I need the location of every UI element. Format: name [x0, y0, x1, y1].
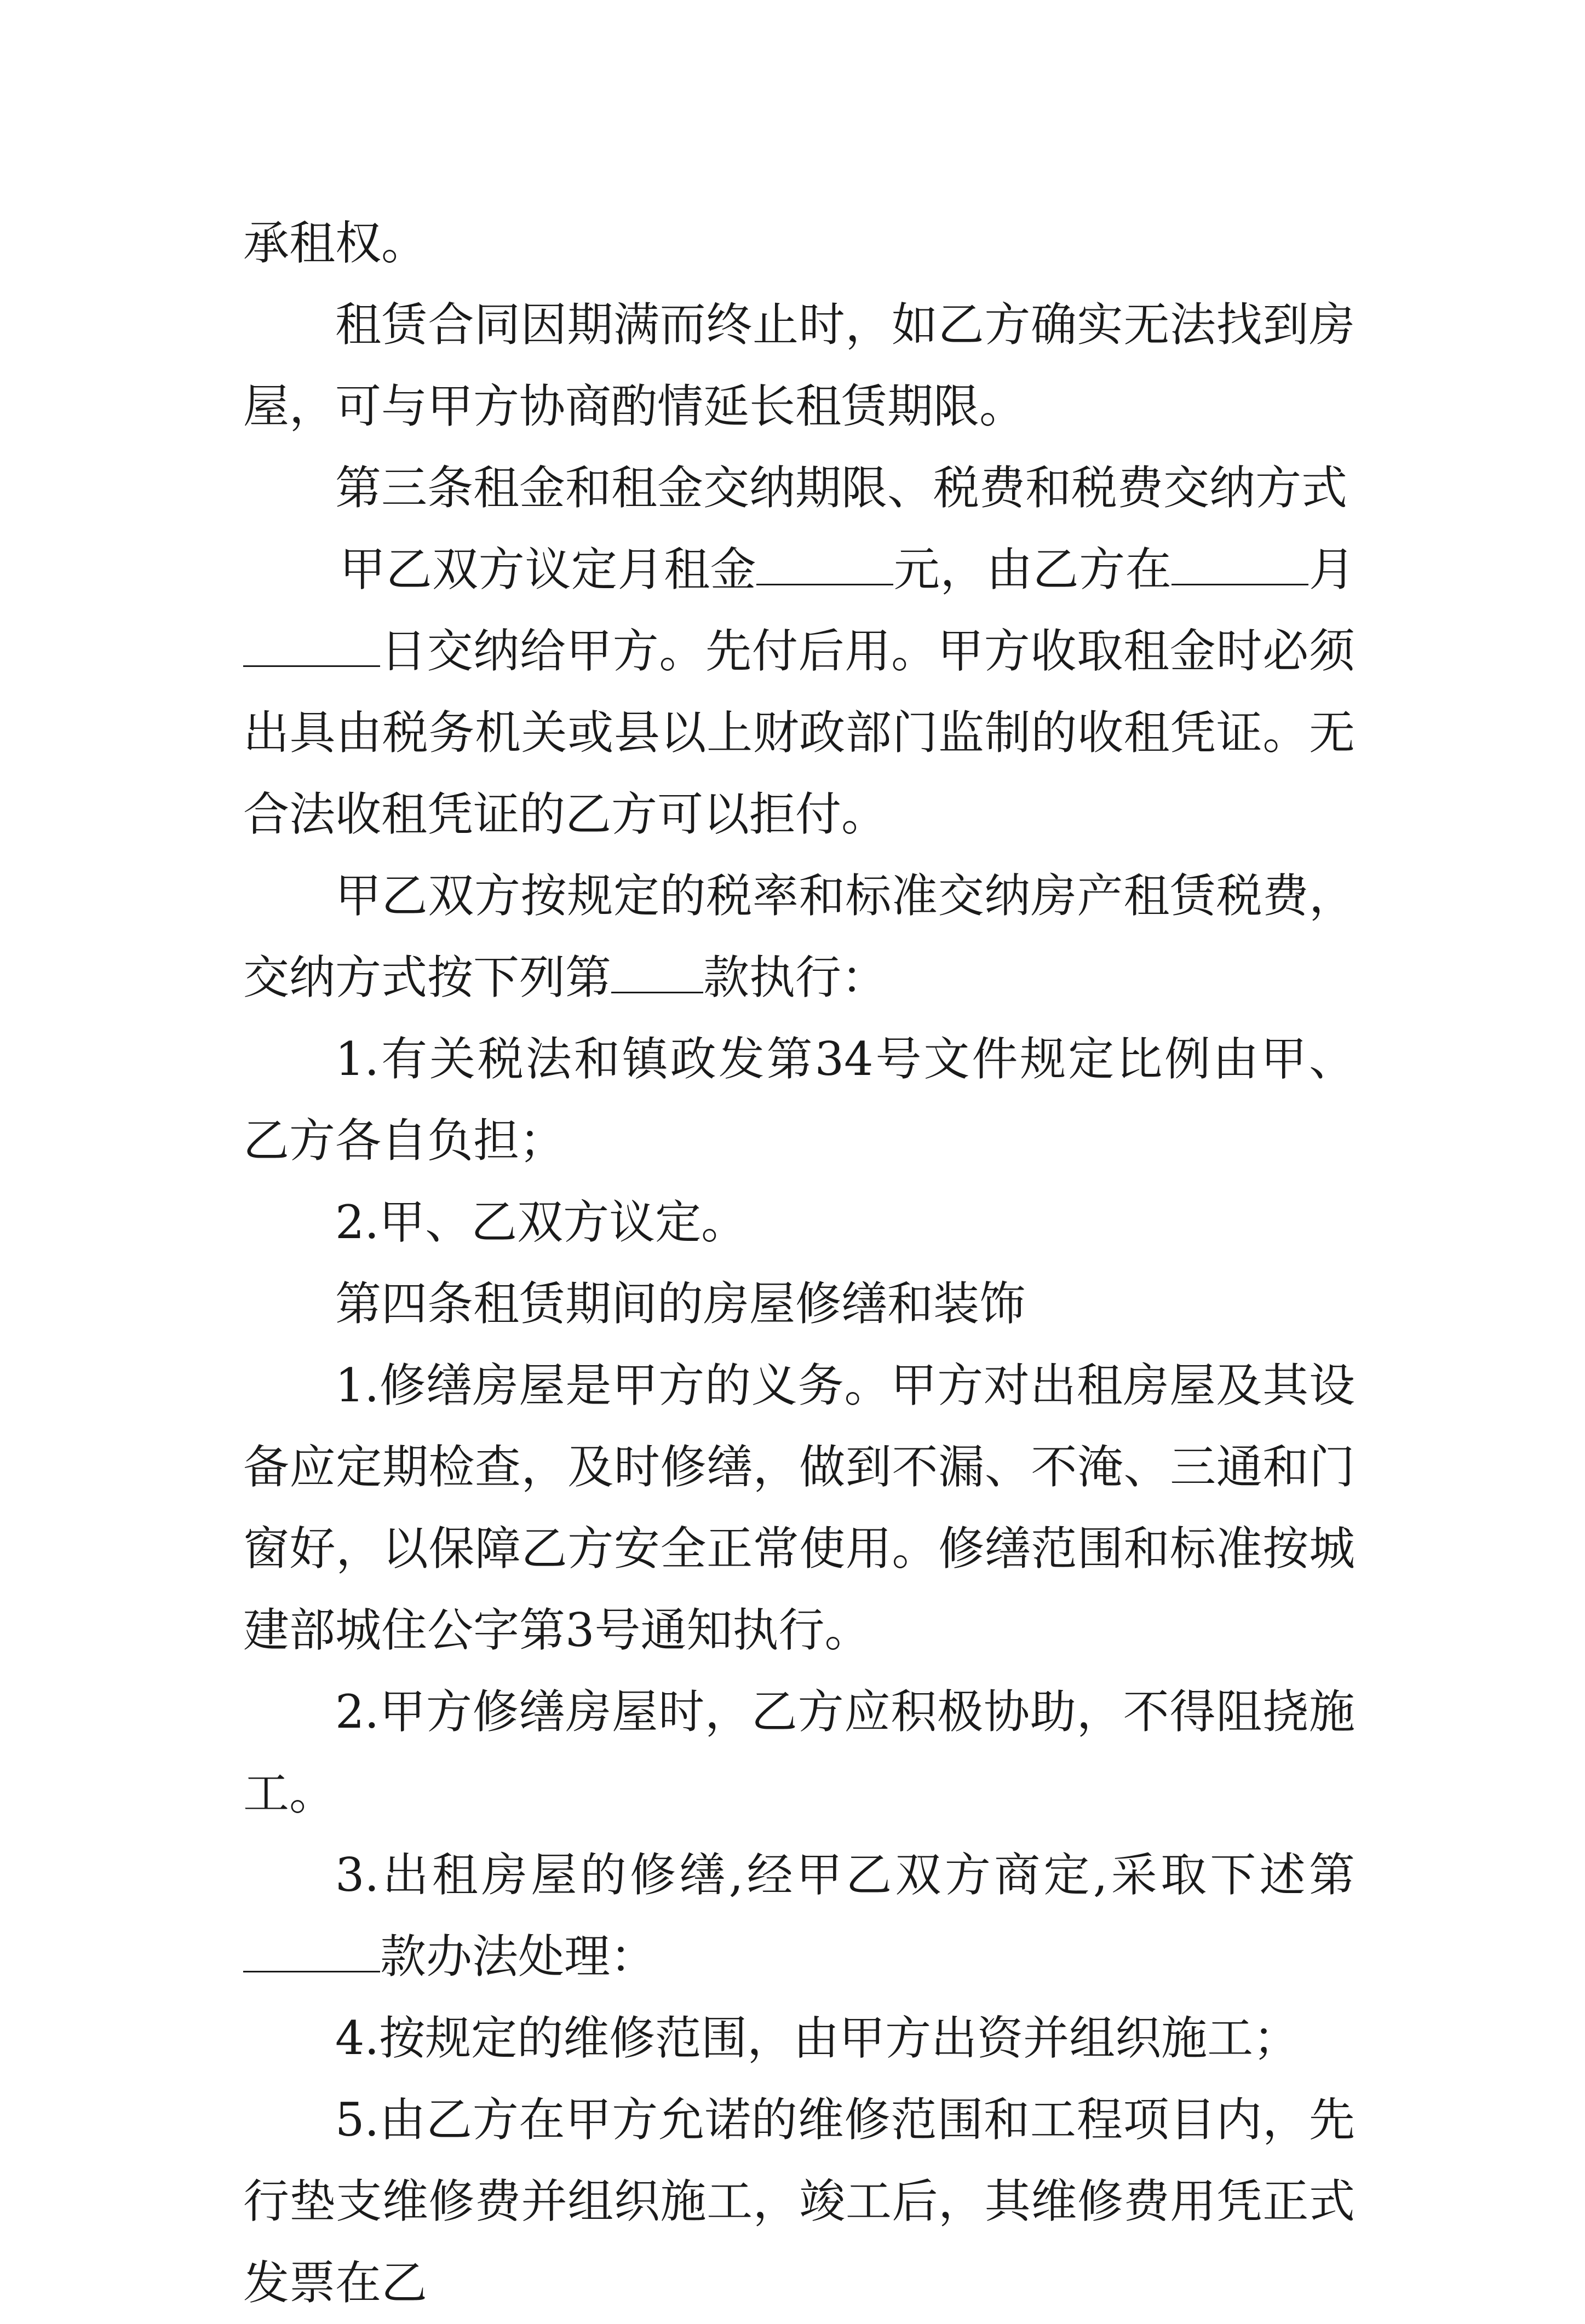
rent-text-2: 元，由乙方在	[893, 543, 1172, 596]
rent-day-blank	[243, 627, 380, 667]
rent-text-4: 日交纳给甲方。先付后用。甲方收取租金时必须出具由税务机关或县以上财政部门监制的收租凭证。无合法收租凭证的乙方可以拒付。	[243, 624, 1355, 841]
rent-amount-blank	[756, 545, 893, 585]
document-body	[243, 203, 1355, 2324]
repair-text-2: 款办法处理：	[380, 1930, 657, 1983]
heading-article-3: 第三条租金和租金交纳期限、税费和税费交纳方式	[335, 461, 1348, 515]
paragraph-tax-payment	[243, 855, 1355, 1019]
tax-text-1: 甲乙双方按规定的税率和标准交纳房产租赁税费，交纳方式按下列第	[243, 869, 1355, 1004]
list-item-repair-1: 1.修缮房屋是甲方的义务。甲方对出租房屋及其设备应定期检查，及时修缮，做到不漏、不淹、三通和门窗好，以保障乙方安全正常使用。修缮范围和标准按城建部城住公字第3号通知执行。	[243, 1359, 1355, 1657]
rent-text-3: 月	[1308, 543, 1355, 596]
repair-clause-blank	[243, 1932, 380, 1972]
paragraph-lease-extension: 租赁合同因期满而终止时，如乙方确实无法找到房屋，可与甲方协商酌情延长租赁期限。	[243, 298, 1355, 433]
paragraph-monthly-rent	[243, 529, 1355, 855]
paragraph-lessee-right: 承租权。	[243, 216, 428, 270]
list-item-tax-2: 2.甲、乙双方议定。	[335, 1195, 748, 1249]
list-item-repair-4: 4.按规定的维修范围，由甲方出资并组织施工；	[335, 2011, 1300, 2065]
list-item-repair-3	[243, 1834, 1355, 1998]
tax-text-2: 款执行：	[703, 951, 888, 1004]
repair-text-1: 3.出租房屋的修缮,经甲乙双方商定,采取下述第	[335, 1848, 1355, 1902]
rent-text-1: 甲乙双方议定月租金	[340, 543, 757, 596]
rent-month-blank	[1171, 545, 1308, 585]
list-item-repair-2: 2.甲方修缮房屋时，乙方应积极协助，不得阻挠施工。	[243, 1685, 1355, 1820]
heading-article-4: 第四条租赁期间的房屋修缮和装饰	[335, 1277, 1026, 1331]
list-item-tax-1: 1.有关税法和镇政发第34号文件规定比例由甲、乙方各自负担；	[243, 1032, 1355, 1167]
list-item-repair-5: 5.由乙方在甲方允诺的维修范围和工程项目内，先行垫支维修费并组织施工，竣工后，其维修费用凭正式发票在乙	[243, 2093, 1355, 2310]
tax-clause-blank	[611, 953, 703, 993]
